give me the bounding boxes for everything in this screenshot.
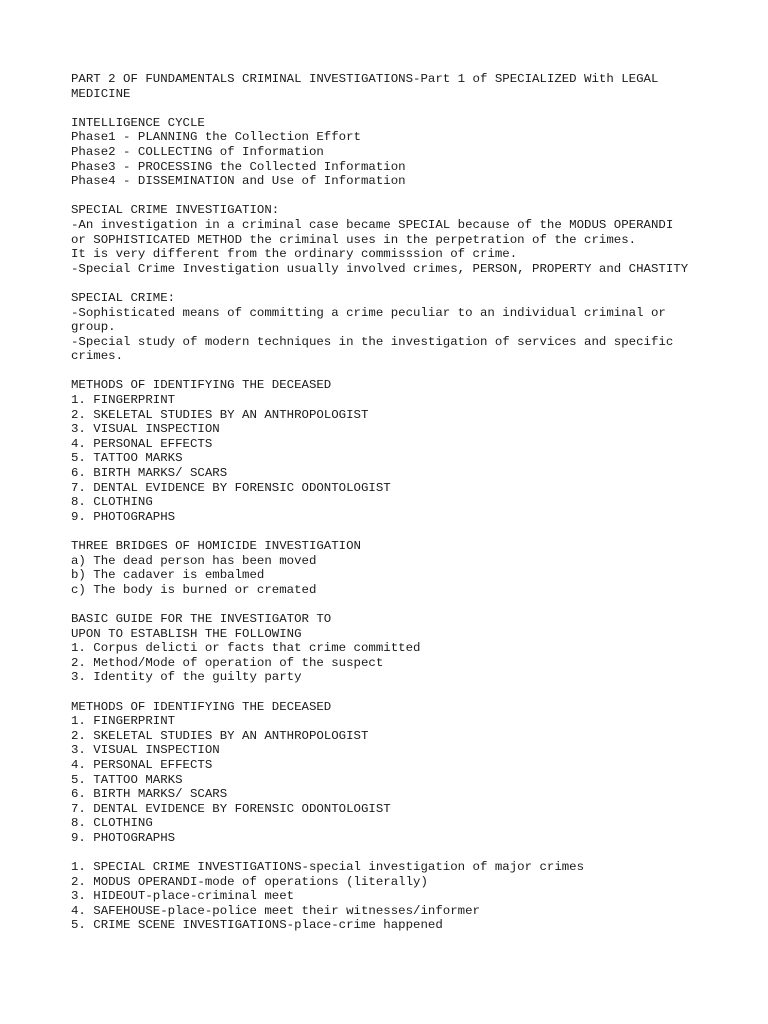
text-line: Phase4 - DISSEMINATION and Use of Information: [71, 174, 406, 189]
text-line: 3. HIDEOUT-place-criminal meet: [71, 889, 295, 904]
section-heading: INTELLIGENCE CYCLE: [71, 115, 205, 130]
text-line: -Sophisticated means of committing a crime peculiar to an individual criminal or: [71, 305, 666, 320]
methods-identifying-deceased-section: [71, 378, 731, 524]
section-heading: METHODS OF IDENTIFYING THE DECEASED: [71, 699, 332, 714]
text-line: 8. CLOTHING: [71, 495, 153, 510]
text-line: 1. FINGERPRINT: [71, 393, 176, 408]
three-bridges-section: [71, 539, 731, 597]
text-line: 1. Corpus delicti or facts that crime committed: [71, 641, 421, 656]
text-line: Phase1 - PLANNING the Collection Effort: [71, 130, 361, 145]
text-line: 5. CRIME SCENE INVESTIGATIONS-place-crime happened: [71, 918, 443, 933]
section-heading: METHODS OF IDENTIFYING THE DECEASED: [71, 378, 332, 393]
section-heading: SPECIAL CRIME INVESTIGATION:: [71, 203, 280, 218]
text-line: 2. MODUS OPERANDI-mode of operations (literally): [71, 874, 428, 889]
text-line: -An investigation in a criminal case became SPECIAL because of the MODUS OPERANDI: [71, 217, 674, 232]
text-line: 6. BIRTH MARKS/ SCARS: [71, 787, 228, 802]
text-line: -Special study of modern techniques in the investigation of services and specific: [71, 334, 674, 349]
intelligence-cycle-section: [71, 116, 731, 189]
text-line: 2. SKELETAL STUDIES BY AN ANTHROPOLOGIST: [71, 728, 369, 743]
text-line: It is very different from the ordinary commisssion of crime.: [71, 247, 518, 262]
text-line: c) The body is burned or cremated: [71, 582, 317, 597]
text-line: 1. FINGERPRINT: [71, 714, 176, 729]
section-heading: PART 2 OF FUNDAMENTALS CRIMINAL INVESTIGATIONS-Part 1 of SPECIALIZED With LEGAL: [71, 72, 659, 86]
text-line: a) The dead person has been moved: [71, 553, 317, 568]
section-heading: 1. SPECIAL CRIME INVESTIGATIONS-special investigation of major crimes: [71, 860, 585, 875]
text-line: 3. VISUAL INSPECTION: [71, 422, 220, 437]
methods-identifying-deceased-repeat-section: [71, 700, 731, 846]
section-heading: THREE BRIDGES OF HOMICIDE INVESTIGATION: [71, 539, 361, 553]
document-title: [71, 72, 731, 101]
text-line: 8. CLOTHING: [71, 816, 153, 831]
text-line: b) The cadaver is embalmed: [71, 568, 265, 583]
text-line: 3. VISUAL INSPECTION: [71, 743, 220, 758]
text-line: Phase3 - PROCESSING the Collected Information: [71, 159, 406, 174]
document-page: [71, 72, 731, 933]
text-line: 4. PERSONAL EFFECTS: [71, 436, 213, 451]
text-line: 5. TATTOO MARKS: [71, 451, 183, 466]
section-heading: SPECIAL CRIME:: [71, 290, 176, 305]
text-line: 2. Method/Mode of operation of the suspect: [71, 655, 384, 670]
basic-guide-section: [71, 612, 731, 685]
text-line: UPON TO ESTABLISH THE FOLLOWING: [71, 626, 302, 641]
text-line: 4. SAFEHOUSE-place-police meet their witnesses/informer: [71, 903, 480, 918]
special-crime-section: [71, 291, 731, 364]
special-crime-investigation-section: [71, 203, 731, 276]
section-heading: BASIC GUIDE FOR THE INVESTIGATOR TO: [71, 611, 332, 626]
text-line: Phase2 - COLLECTING of Information: [71, 144, 324, 159]
text-line: 7. DENTAL EVIDENCE BY FORENSIC ODONTOLOGIST: [71, 801, 391, 816]
text-line: crimes.: [71, 349, 124, 364]
text-line: 2. SKELETAL STUDIES BY AN ANTHROPOLOGIST: [71, 407, 369, 422]
text-line: 4. PERSONAL EFFECTS: [71, 757, 213, 772]
text-line: 5. TATTOO MARKS: [71, 772, 183, 787]
text-line: 6. BIRTH MARKS/ SCARS: [71, 466, 228, 481]
text-line: 7. DENTAL EVIDENCE BY FORENSIC ODONTOLOGIST: [71, 480, 391, 495]
text-line: group.: [71, 320, 116, 335]
text-line: or SOPHISTICATED METHOD the criminal uses in the perpetration of the crimes.: [71, 232, 637, 247]
text-line: 9. PHOTOGRAPHS: [71, 830, 176, 845]
text-line: 3. Identity of the guilty party: [71, 670, 302, 685]
text-line: -Special Crime Investigation usually involved crimes, PERSON, PROPERTY and CHASTITY: [71, 261, 689, 276]
text-line: 9. PHOTOGRAPHS: [71, 509, 176, 524]
text-line: MEDICINE: [71, 86, 131, 101]
definitions-section: [71, 860, 731, 933]
